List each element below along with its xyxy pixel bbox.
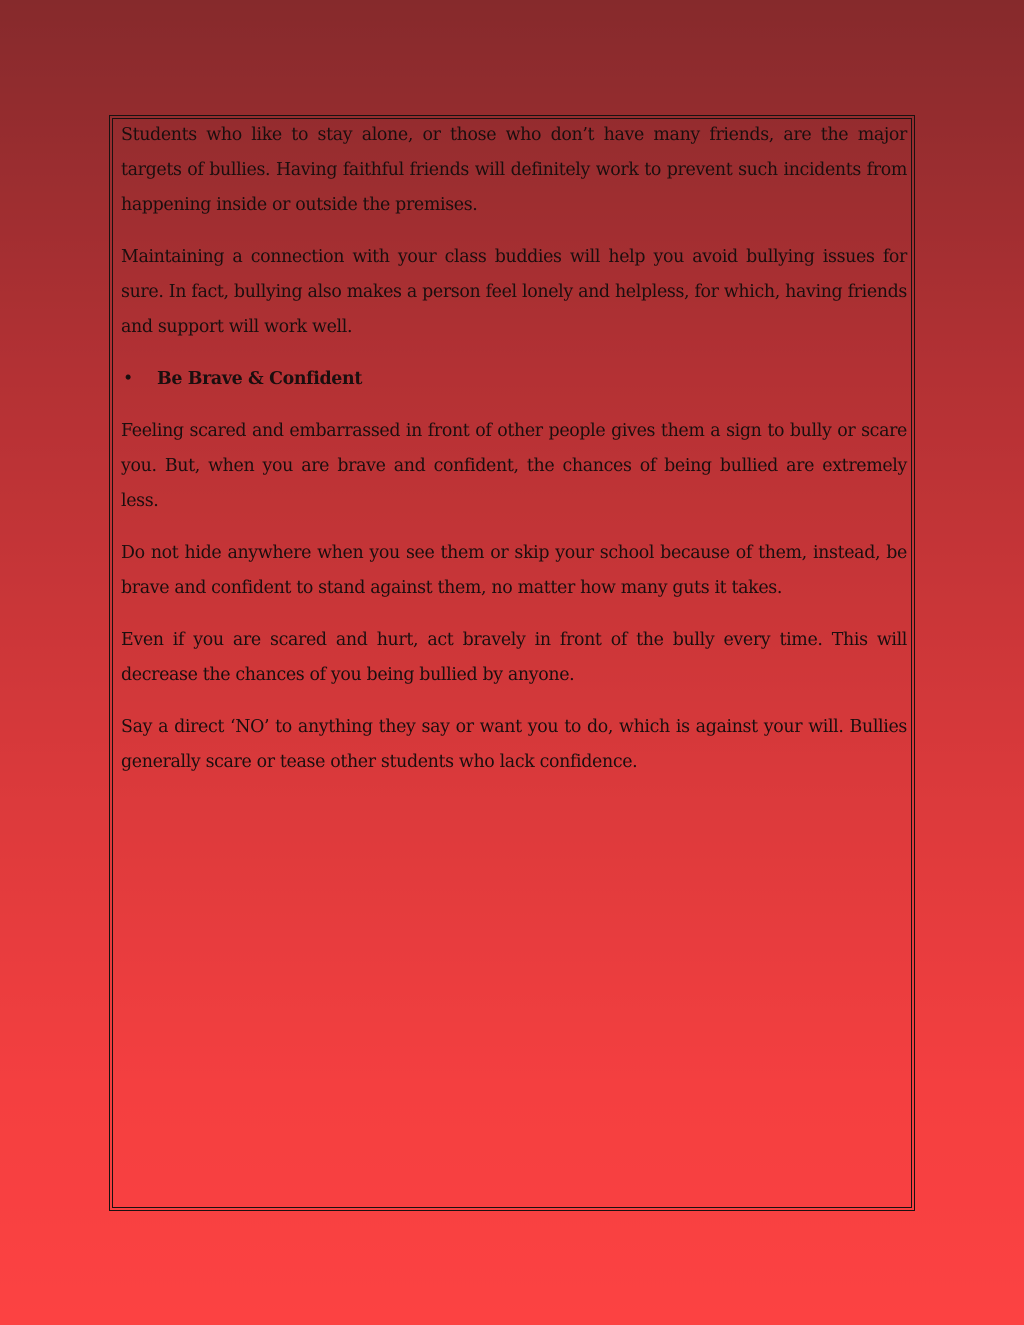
paragraph-friends-targets: Students who like to stay alone, or those who don’t have many friends, are the major targets of bullies. Having faithful friends will definitely work to prevent such incidents from happening inside or outside the premises. (121, 125, 907, 215)
document-body (121, 118, 907, 797)
paragraph-act-bravely: Even if you are scared and hurt, act bravely in front of the bully every time. This will decrease the chances of you being bullied by anyone. (121, 630, 907, 685)
bullet-dot-icon: • (123, 369, 134, 389)
bullet-heading-brave (121, 362, 907, 397)
paragraph-do-not-hide: Do not hide anywhere when you see them or skip your school because of them, instead, be brave and confident to stand against them, no matter how many guts it takes. (121, 543, 907, 598)
paragraph-feeling-scared: Feeling scared and embarrassed in front of other people gives them a sign to bully or scare you. But, when you are brave and confident, the chances of being bullied are extremely less. (121, 421, 907, 511)
section-heading: Be Brave & Confident (157, 369, 362, 389)
paragraph-say-no: Say a direct ‘NO’ to anything they say or want you to do, which is against your will. Bullies generally scare or tease other students who lack confidence. (121, 717, 907, 772)
paragraph-class-buddies: Maintaining a connection with your class buddies will help you avoid bullying issues for sure. In fact, bullying also makes a person feel lonely and helpless, for which, having friends and support will work well. (121, 247, 907, 337)
